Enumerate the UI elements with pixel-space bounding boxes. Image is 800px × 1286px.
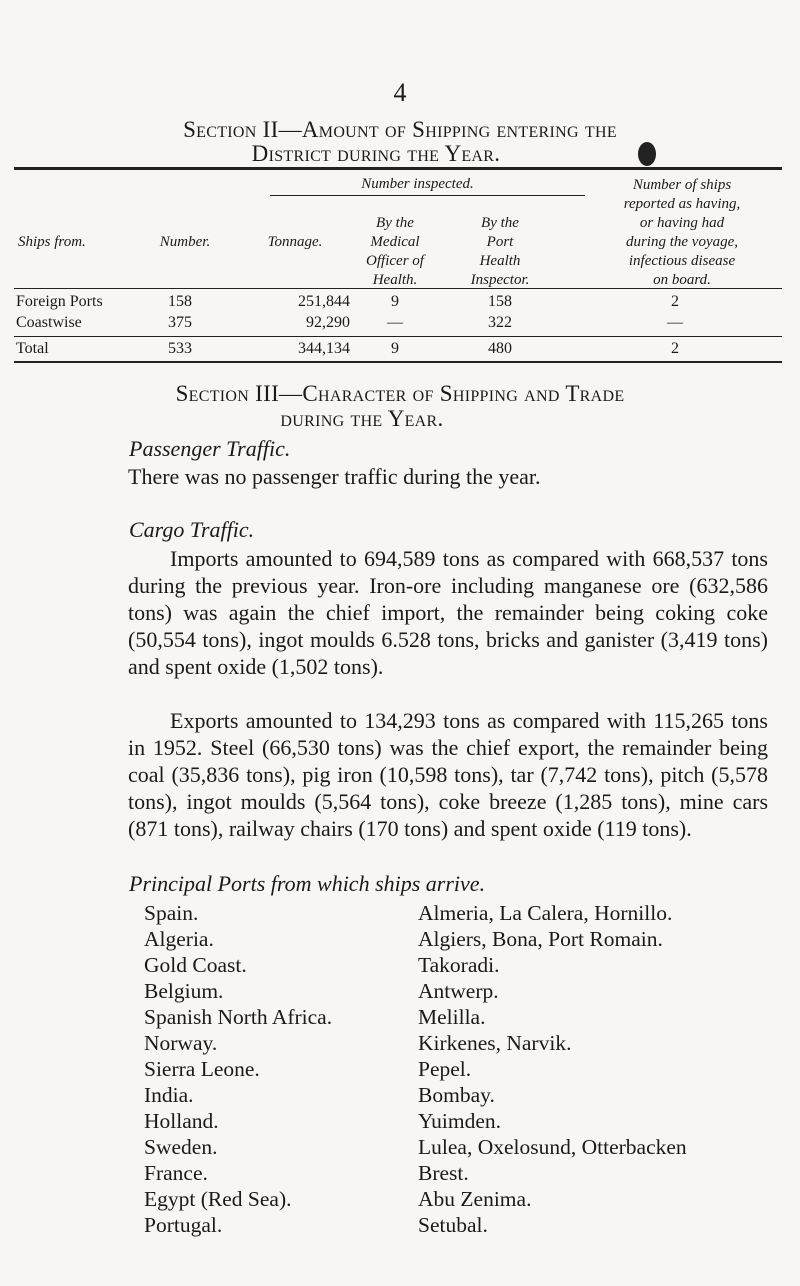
header-phi-line2: Port bbox=[486, 234, 514, 250]
row-foreign-tonnage: 251,844 bbox=[298, 293, 350, 310]
page-number: 4 bbox=[393, 78, 407, 107]
port-countries-list bbox=[144, 900, 332, 1238]
header-reported-infectious bbox=[582, 176, 782, 290]
port-country: India. bbox=[144, 1083, 194, 1107]
table-top-rule bbox=[14, 167, 782, 170]
port-country: Algeria. bbox=[144, 927, 214, 951]
header-reported-line5: infectious disease bbox=[628, 253, 736, 269]
port-country: Sierra Leone. bbox=[144, 1057, 260, 1081]
row-foreign-mo: 9 bbox=[391, 293, 399, 310]
row-coastwise-reported: — bbox=[667, 314, 683, 331]
imports-paragraph bbox=[128, 545, 768, 680]
row-total-number: 533 bbox=[168, 340, 192, 357]
row-coastwise-number: 375 bbox=[168, 314, 192, 331]
row-coastwise-mo: — bbox=[387, 314, 403, 331]
header-reported-line3: or having had bbox=[639, 215, 725, 231]
header-mo-line1: By the bbox=[376, 215, 414, 231]
header-phi-line3: Health bbox=[479, 253, 521, 269]
table-bottom-rule bbox=[14, 361, 782, 363]
header-by-medical-officer bbox=[345, 214, 445, 290]
cargo-traffic-heading: Cargo Traffic. bbox=[129, 517, 255, 542]
port-names: Almeria, La Calera, Hornillo. bbox=[418, 901, 673, 925]
port-names: Algiers, Bona, Port Romain. bbox=[418, 927, 663, 951]
header-reported-line1: Number of ships bbox=[632, 177, 732, 193]
row-total-reported: 2 bbox=[671, 340, 679, 357]
row-coastwise-from: Coastwise bbox=[16, 314, 82, 331]
row-total-tonnage: 344,134 bbox=[298, 340, 350, 357]
exports-paragraph bbox=[128, 707, 768, 842]
port-names: Kirkenes, Narvik. bbox=[418, 1031, 572, 1055]
row-foreign-reported: 2 bbox=[671, 293, 679, 310]
header-mo-line4: Health. bbox=[372, 272, 418, 288]
imports-text: Imports amounted to 694,589 tons as compared with 668,537 tons during the previous year. Iron-ore including manganese ore (632,586 tons) was again the chief import, the remainder being coking coke (50,554 tons), ingot moulds 6.528 tons, bricks and ganister (3,419 tons) and spent oxide (1,502 tons). bbox=[128, 546, 768, 679]
port-country: Belgium. bbox=[144, 979, 224, 1003]
row-coastwise-tonnage: 92,290 bbox=[306, 314, 350, 331]
principal-ports-heading: Principal Ports from which ships arrive. bbox=[129, 871, 486, 896]
section2-title-line2: District during the Year. bbox=[251, 141, 501, 166]
row-foreign-phi: 158 bbox=[488, 293, 512, 310]
port-names: Bombay. bbox=[418, 1083, 495, 1107]
ink-blot-mark bbox=[638, 142, 656, 166]
port-country: Egypt (Red Sea). bbox=[144, 1187, 292, 1211]
inspected-sub-rule bbox=[270, 195, 565, 196]
row-total-phi: 480 bbox=[488, 340, 512, 357]
row-total-from: Total bbox=[16, 340, 49, 357]
row-total-mo: 9 bbox=[391, 340, 399, 357]
port-country: Sweden. bbox=[144, 1135, 218, 1159]
port-country: Holland. bbox=[144, 1109, 219, 1133]
section3-title-line2: during the Year. bbox=[280, 406, 444, 431]
port-country: Spanish North Africa. bbox=[144, 1005, 333, 1029]
header-number: Number. bbox=[159, 234, 211, 250]
port-country: Gold Coast. bbox=[144, 953, 247, 977]
header-mo-line2: Medical bbox=[370, 234, 420, 250]
port-names: Setubal. bbox=[418, 1213, 488, 1237]
section3-title-line1: Section III—Character of Shipping and Trade bbox=[175, 381, 625, 406]
port-names-list bbox=[418, 900, 687, 1238]
header-mo-line3: Officer of bbox=[366, 253, 424, 269]
port-names: Antwerp. bbox=[418, 979, 499, 1003]
total-top-rule bbox=[14, 336, 782, 337]
header-reported-line2: reported as having, bbox=[623, 196, 741, 212]
port-names: Melilla. bbox=[418, 1005, 486, 1029]
port-names: Brest. bbox=[418, 1161, 469, 1185]
passenger-traffic-para: There was no passenger traffic during the year. bbox=[128, 464, 541, 489]
port-country: France. bbox=[144, 1161, 208, 1185]
header-phi-line1: By the bbox=[481, 215, 519, 231]
header-ships-from: Ships from. bbox=[18, 234, 86, 250]
header-phi-line4: Inspector. bbox=[470, 272, 530, 288]
passenger-traffic-heading: Passenger Traffic. bbox=[129, 436, 291, 461]
port-names: Takoradi. bbox=[418, 953, 500, 977]
header-number-inspected: Number inspected. bbox=[361, 176, 474, 192]
header-tonnage: Tonnage. bbox=[267, 234, 323, 250]
header-reported-line4: during the voyage, bbox=[625, 234, 739, 250]
header-by-port-health-inspector bbox=[445, 214, 555, 290]
row-coastwise-phi: 322 bbox=[488, 314, 512, 331]
port-names: Abu Zenima. bbox=[418, 1187, 532, 1211]
port-country: Portugal. bbox=[144, 1213, 223, 1237]
row-foreign-number: 158 bbox=[168, 293, 192, 310]
passenger-traffic-text bbox=[128, 463, 768, 490]
section2-title-line1: Section II—Amount of Shipping entering the bbox=[183, 117, 617, 142]
port-names: Yuimden. bbox=[418, 1109, 502, 1133]
port-names: Pepel. bbox=[418, 1057, 472, 1081]
exports-text: Exports amounted to 134,293 tons as compared with 115,265 tons in 1952. Steel (66,530 tons) was the chief export, the remainder being coal (35,836 tons), pig iron (10,598 tons), tar (7,742 tons), pitch (5,578 tons), ingot moulds (5,564 tons), coke breeze (1,285 tons), mine cars (871 tons), railway chairs (170 tons) and spent oxide (119 tons). bbox=[128, 708, 768, 841]
port-names: Lulea, Oxelosund, Otterbacken bbox=[418, 1135, 687, 1159]
header-reported-line6: on board. bbox=[653, 272, 711, 288]
row-foreign-from: Foreign Ports bbox=[16, 293, 103, 310]
port-country: Norway. bbox=[144, 1031, 218, 1055]
port-country: Spain. bbox=[144, 901, 199, 925]
